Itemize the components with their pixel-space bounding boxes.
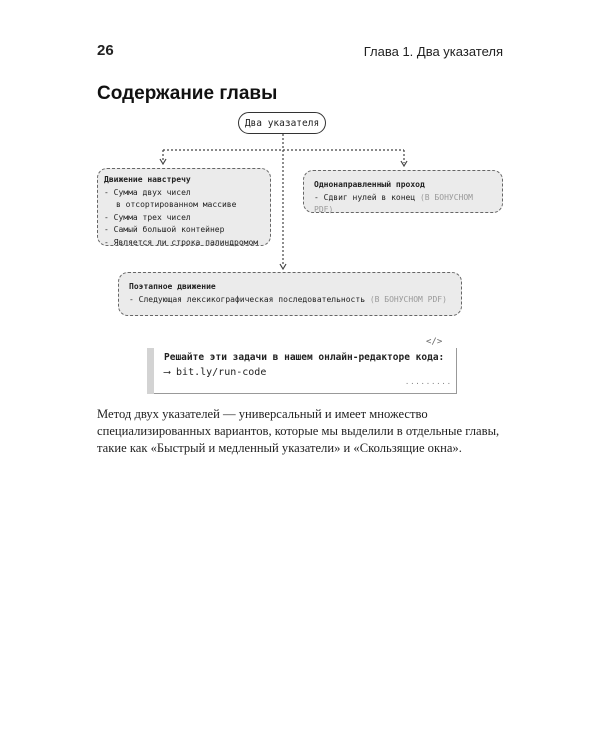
list-item: - Сумма трех чисел bbox=[104, 212, 191, 222]
editor-link[interactable]: ⟶ bit.ly/run-code bbox=[164, 367, 267, 378]
diagram-box-converging bbox=[97, 168, 271, 246]
section-title: Содержание главы bbox=[97, 83, 278, 104]
box-title: Однонаправленный проход bbox=[314, 180, 425, 189]
list-item bbox=[314, 192, 492, 217]
bonus-note: (В БОНУСНОМ PDF) bbox=[314, 192, 473, 214]
item-text: - Сдвиг нулей в конец bbox=[314, 192, 416, 202]
bonus-note: (В БОНУСНОМ PDF) bbox=[369, 294, 447, 304]
diagram-box-one-direction bbox=[303, 170, 503, 213]
arrowhead-right bbox=[401, 161, 407, 166]
running-head: Глава 1. Два указателя bbox=[363, 44, 503, 59]
diagram-box-staged bbox=[118, 272, 462, 316]
arrowhead-bottom bbox=[280, 264, 286, 269]
box-title: Поэтапное движение bbox=[129, 282, 216, 291]
editor-dots: ········· bbox=[405, 380, 452, 388]
list-item: - Является ли строка палиндромом bbox=[104, 237, 259, 247]
page-number: 26 bbox=[97, 42, 114, 59]
list-item bbox=[129, 294, 451, 307]
list-item: - Сумма двух чисел bbox=[104, 187, 191, 197]
editor-title: Решайте эти задачи в нашем онлайн-редакторе кода: bbox=[164, 352, 445, 363]
item-text: - Следующая лексикографическая последовательность bbox=[129, 294, 366, 304]
code-icon: </> bbox=[426, 337, 443, 347]
body-paragraph: Метод двух указателей — универсальный и имеет множество специализированных вариантов, которые мы выделили в отдельные главы, такие как «Быстрый и медленный указатели» и «Скользящие окна». bbox=[97, 407, 500, 455]
diagram-root-node: Два указателя bbox=[238, 112, 326, 134]
list-item: в отсортированном массиве bbox=[116, 200, 237, 209]
list-item: - Самый большой контейнер bbox=[104, 225, 225, 234]
box-title: Движение навстречу bbox=[104, 175, 191, 184]
